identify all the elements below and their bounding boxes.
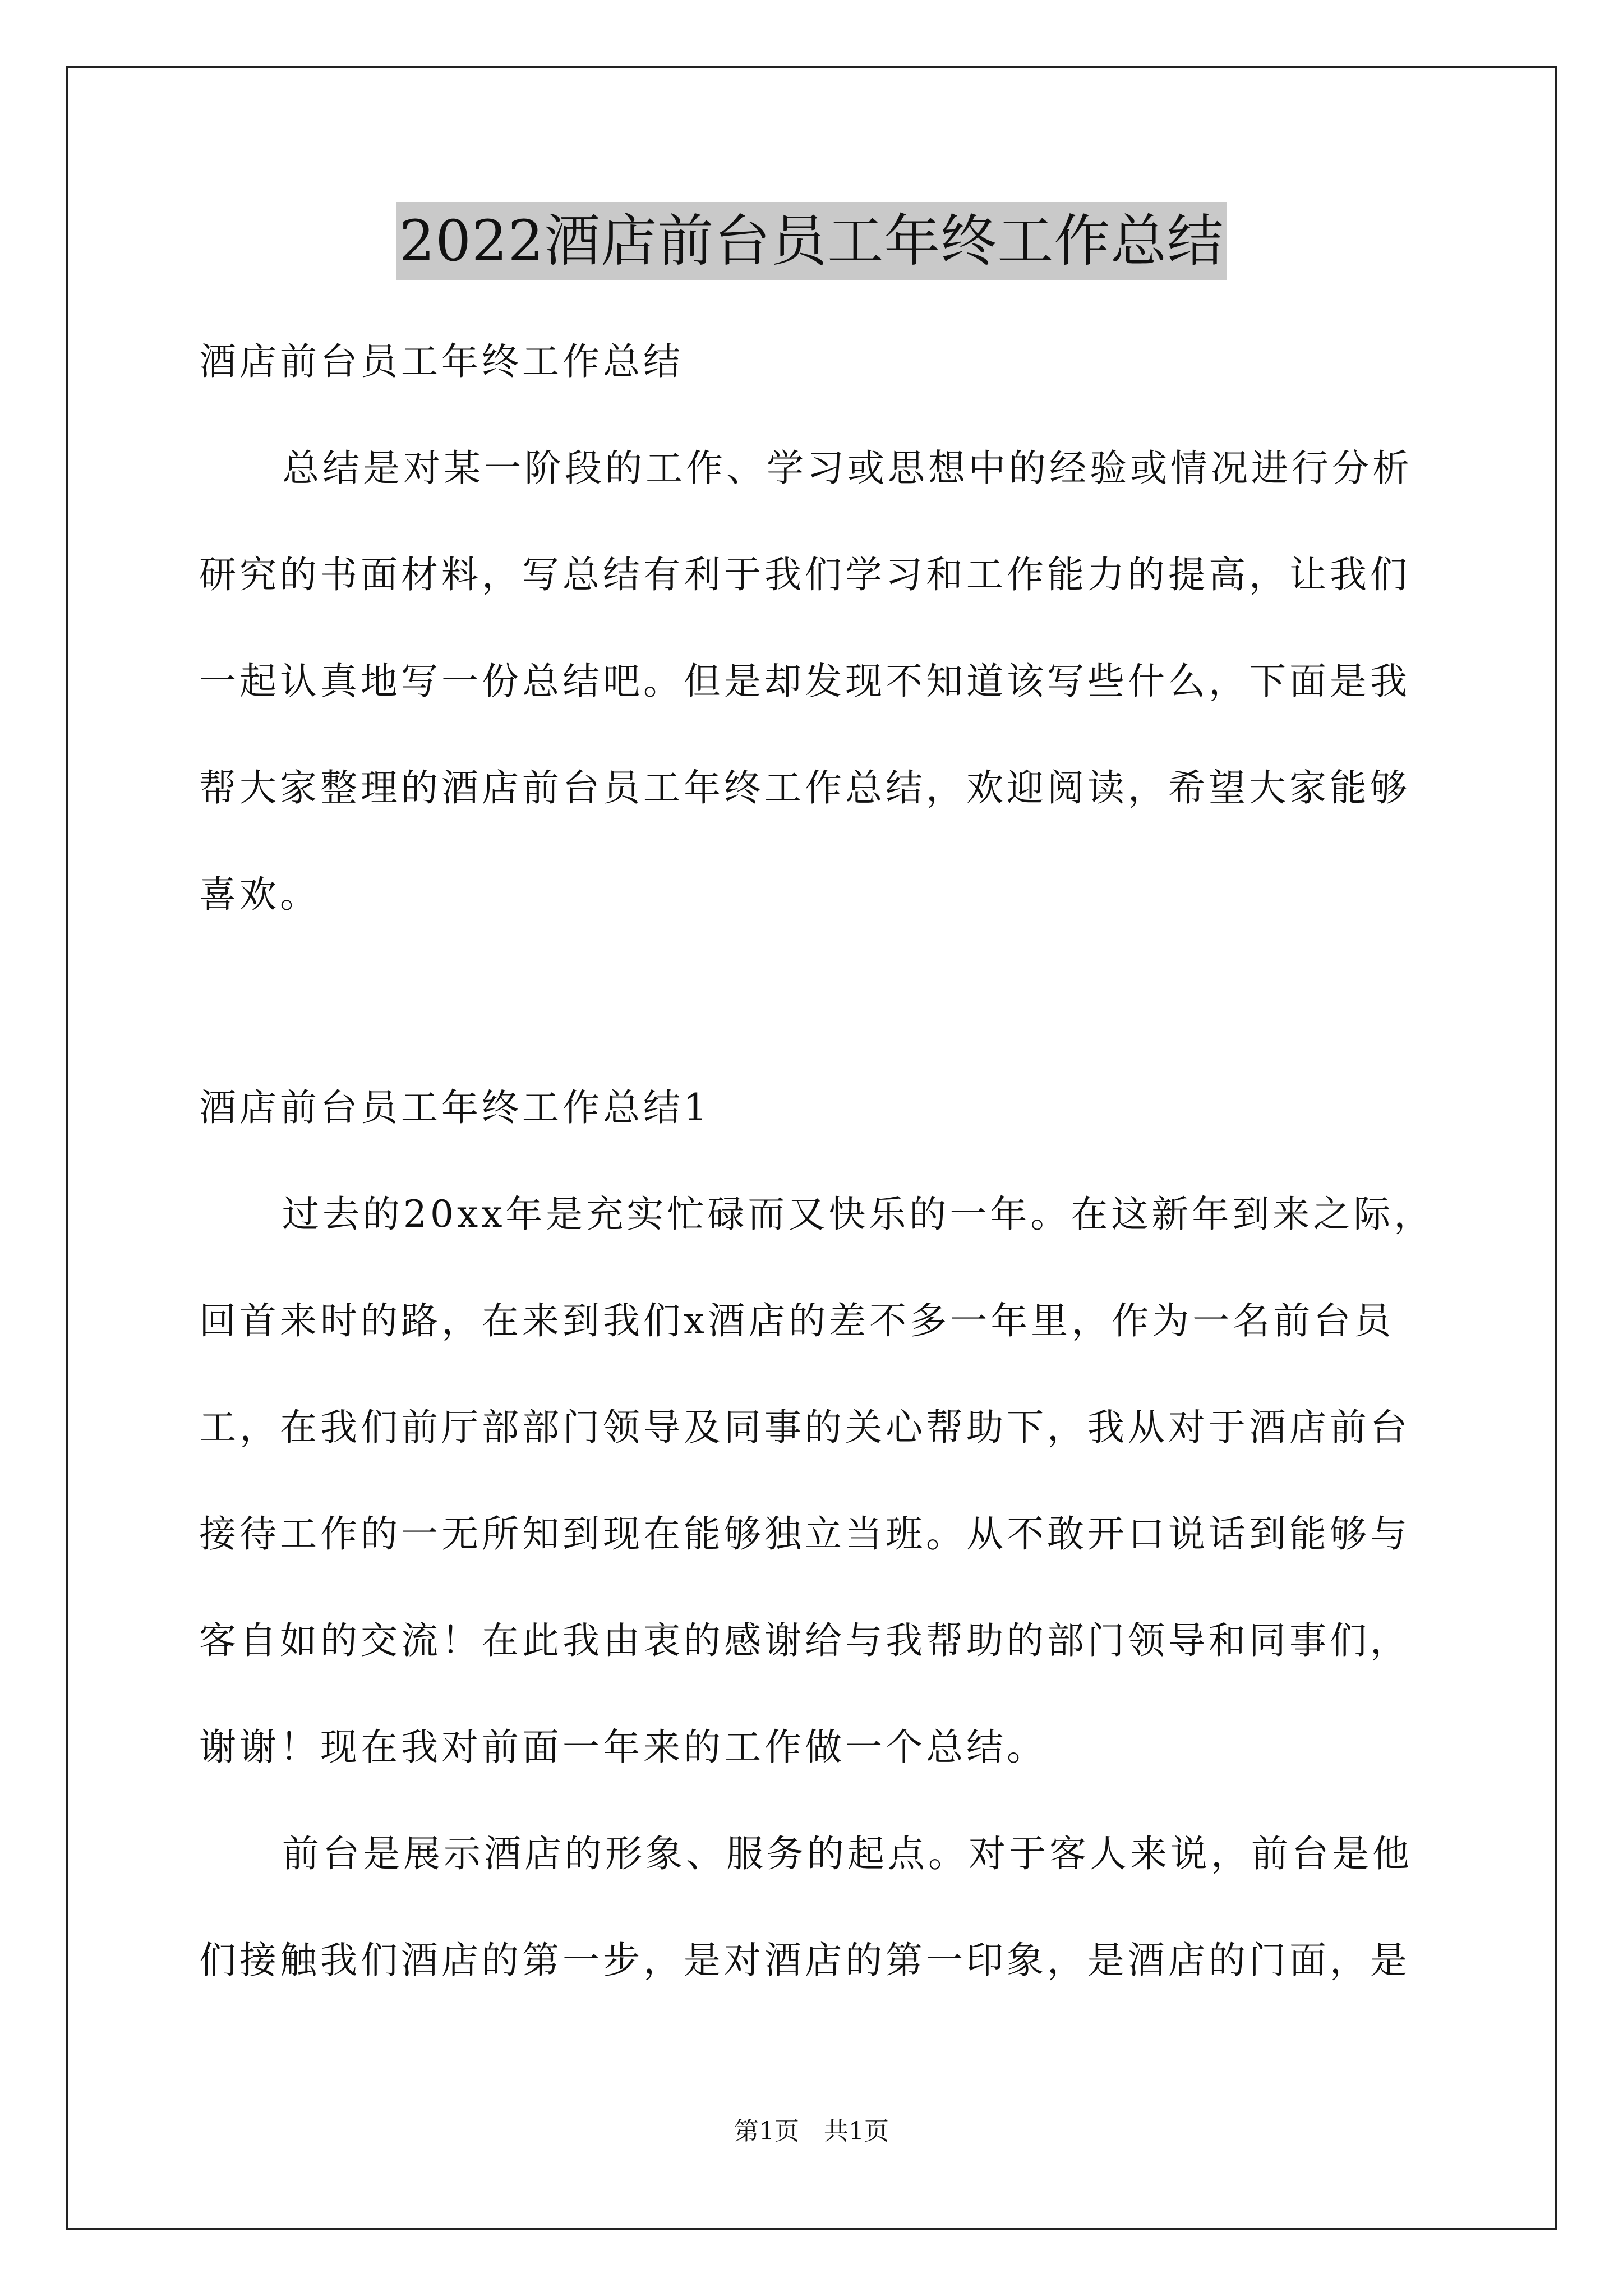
page-number: 第1页 [734, 2117, 799, 2146]
page-total: 共1页 [824, 2117, 889, 2146]
section-paragraph-1: 过去的20xx年是充实忙碌而又快乐的一年。在这新年到来之际，回首来时的路，在来到我们x酒店的差不多一年里，作为一名前台员工，在我们前厅部部门领导及同事的关心帮助下，我从对于酒店前台接待工作的一无所知到现在能够独立当班。从不敢开口说话到能够与客自如的交流！在此我由衷的感谢给与我帮助的部门领导和同事们，谢谢！现在我对前面一年来的工作做一个总结。 [199, 1193, 1435, 1769]
intro-paragraph: 总结是对某一阶段的工作、学习或思想中的经验或情况进行分析研究的书面材料，写总结有利于我们学习和工作能力的提高，让我们一起认真地写一份总结吧。但是却发现不知道该写些什么，下面是我帮大家整理的酒店前台员工年终工作总结，欢迎阅读，希望大家能够喜欢。 [199, 447, 1413, 916]
document-title: 2022酒店前台员工年终工作总结 [396, 202, 1228, 280]
paragraph-gap [199, 948, 1436, 1055]
section-heading: 酒店前台员工年终工作总结1 [199, 1086, 711, 1129]
document-body [199, 309, 1436, 2014]
title-container [0, 202, 1623, 280]
page-footer [0, 2115, 1623, 2148]
section-paragraph-2: 前台是展示酒店的形象、服务的起点。对于客人来说，前台是他们接触我们酒店的第一步，是对酒店的第一印象，是酒店的门面，是 [199, 1832, 1413, 1982]
main-heading: 酒店前台员工年终工作总结 [199, 340, 684, 383]
